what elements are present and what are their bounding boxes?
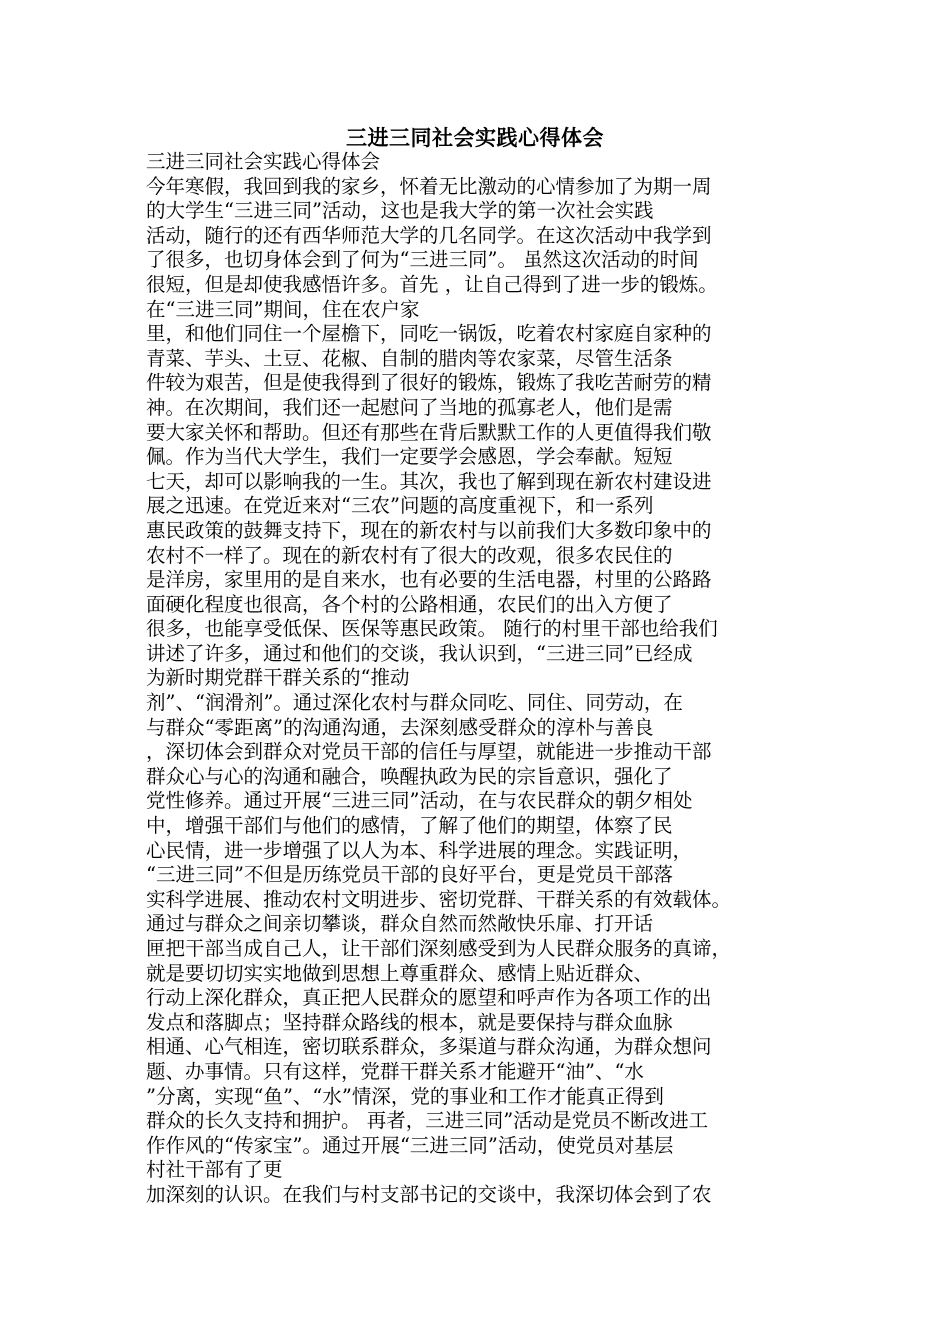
body-line: 村社干部有了更 xyxy=(146,1158,283,1182)
body-line: 活动，随行的还有西华师范大学的几名同学。在这次活动中我学到 xyxy=(146,223,712,247)
body-line: “三进三同”不但是历练党员干部的良好平台，更是党员干部落 xyxy=(146,863,673,887)
body-line: 三进三同社会实践心得体会 xyxy=(146,150,381,173)
body-line: 展之迅速。在党近来对“三农”问题的高度重视下，和一系列 xyxy=(146,494,654,518)
body-line: 很多，也能享受低保、医保等惠民政策。 随行的村里干部也给我们 xyxy=(146,617,718,641)
body-line: 匣把干部当成自己人，让干部们深刻感受到为人民群众服务的真谛， xyxy=(146,937,732,960)
body-line: 行动上深化群众，真正把人民群众的愿望和呼声作为各项工作的出 xyxy=(146,986,712,1010)
body-line: 讲述了许多，通过和他们的交谈，我认识到，“三进三同”已经成 xyxy=(146,641,693,665)
body-line: 为新时期党群干群关系的“推动 xyxy=(146,666,410,690)
body-line: 就是要切切实实地做到思想上尊重群众、感情上贴近群众、 xyxy=(146,961,654,985)
body-line: 加深刻的认识。在我们与村支部书记的交谈中，我深切体会到了农 xyxy=(146,1182,712,1206)
body-line: 件较为艰苦，但是使我得到了很好的锻炼，锻炼了我吃苦耐劳的精 xyxy=(146,371,712,395)
body-line: 实科学进展、推动农村文明进步、密切党群、干群关系的有效载体。 xyxy=(146,887,732,911)
body-line: 党性修养。通过开展“三进三同”活动，在与农民群众的朝夕相处 xyxy=(146,789,693,813)
body-line: 了很多，也切身体会到了何为“三进三同”。 虽然这次活动的时间 xyxy=(146,248,699,272)
body-line: 佩。作为当代大学生，我们一定要学会感恩，学会奉献。短短 xyxy=(146,445,673,469)
body-line: 是洋房，家里用的是自来水，也有必要的生活电器，村里的公路路 xyxy=(146,568,712,592)
document-title: 三进三同社会实践心得体会 xyxy=(346,125,604,150)
body-line: 面硬化程度也很高，各个村的公路相通，农民们的出入方便了 xyxy=(146,592,673,616)
body-line: 题、办事情。只有这样，党群干群关系才能避开“油”、“水 xyxy=(146,1059,644,1083)
body-line: 在“三进三同”期间，住在农户家 xyxy=(146,297,420,321)
body-line: 剂”、“润滑剂”。通过深化农村与群众同吃、同住、同劳动，在 xyxy=(146,691,683,715)
body-line: 作作风的“传家宝”。通过开展“三进三同”活动，使党员对基层 xyxy=(146,1133,674,1157)
body-line: 七天，却可以影响我的一生。其次，我也了解到现在新农村建设进 xyxy=(146,469,712,493)
body-line: 相通、心气相连，密切联系群众，多渠道与群众沟通，为群众想问 xyxy=(146,1035,712,1059)
body-line: 中，增强干部们与他们的感情，了解了他们的期望，体察了民 xyxy=(146,814,673,838)
body-line: 要大家关怀和帮助。但还有那些在背后默默工作的人更值得我们敬 xyxy=(146,420,712,444)
body-line: 心民情，进一步增强了以人为本、科学进展的理念。实践证明， xyxy=(146,838,693,862)
body-line: 与群众“零距离”的沟通沟通，去深刻感受群众的淳朴与善良 xyxy=(146,715,654,739)
body-line: 群众心与心的沟通和融合，唤醒执政为民的宗旨意识，强化了 xyxy=(146,764,673,788)
body-line: 很短，但是却使我感悟许多。首先 ，让自己得到了进一步的锻炼。 xyxy=(146,272,718,296)
body-line: 通过与群众之间亲切攀谈，群众自然而然敞快乐扉、打开话 xyxy=(146,912,654,936)
document-body xyxy=(146,150,818,1208)
body-line: 今年寒假，我回到我的家乡，怀着无比激动的心情参加了为期一周 xyxy=(146,174,712,198)
body-line: 青菜、芋头、土豆、花椒、自制的腊肉等农家菜，尽管生活条 xyxy=(146,346,673,370)
body-line: ，深切体会到群众对党员干部的信任与厚望，就能进一步推动干部 xyxy=(146,740,712,764)
body-line: 惠民政策的鼓舞支持下，现在的新农村与以前我们大多数印象中的 xyxy=(146,518,712,542)
body-line: 的大学生“三进三同”活动，这也是我大学的第一次社会实践 xyxy=(146,199,654,223)
body-line: 发点和落脚点；坚持群众路线的根本，就是要保持与群众血脉 xyxy=(146,1010,673,1034)
body-line: 神。在次期间，我们还一起慰问了当地的孤寡老人，他们是需 xyxy=(146,395,673,419)
body-line: 群众的长久支持和拥护。 再者，三进三同”活动是党员不断改进工 xyxy=(146,1109,709,1133)
body-line: ”分离，实现“鱼”、“水”情深，党的事业和工作才能真正得到 xyxy=(146,1084,664,1108)
body-line: 农村不一样了。现在的新农村有了很大的改观，很多农民住的 xyxy=(146,543,673,567)
body-line: 里，和他们同住一个屋檐下，同吃一锅饭，吃着农村家庭自家种的 xyxy=(146,322,712,346)
